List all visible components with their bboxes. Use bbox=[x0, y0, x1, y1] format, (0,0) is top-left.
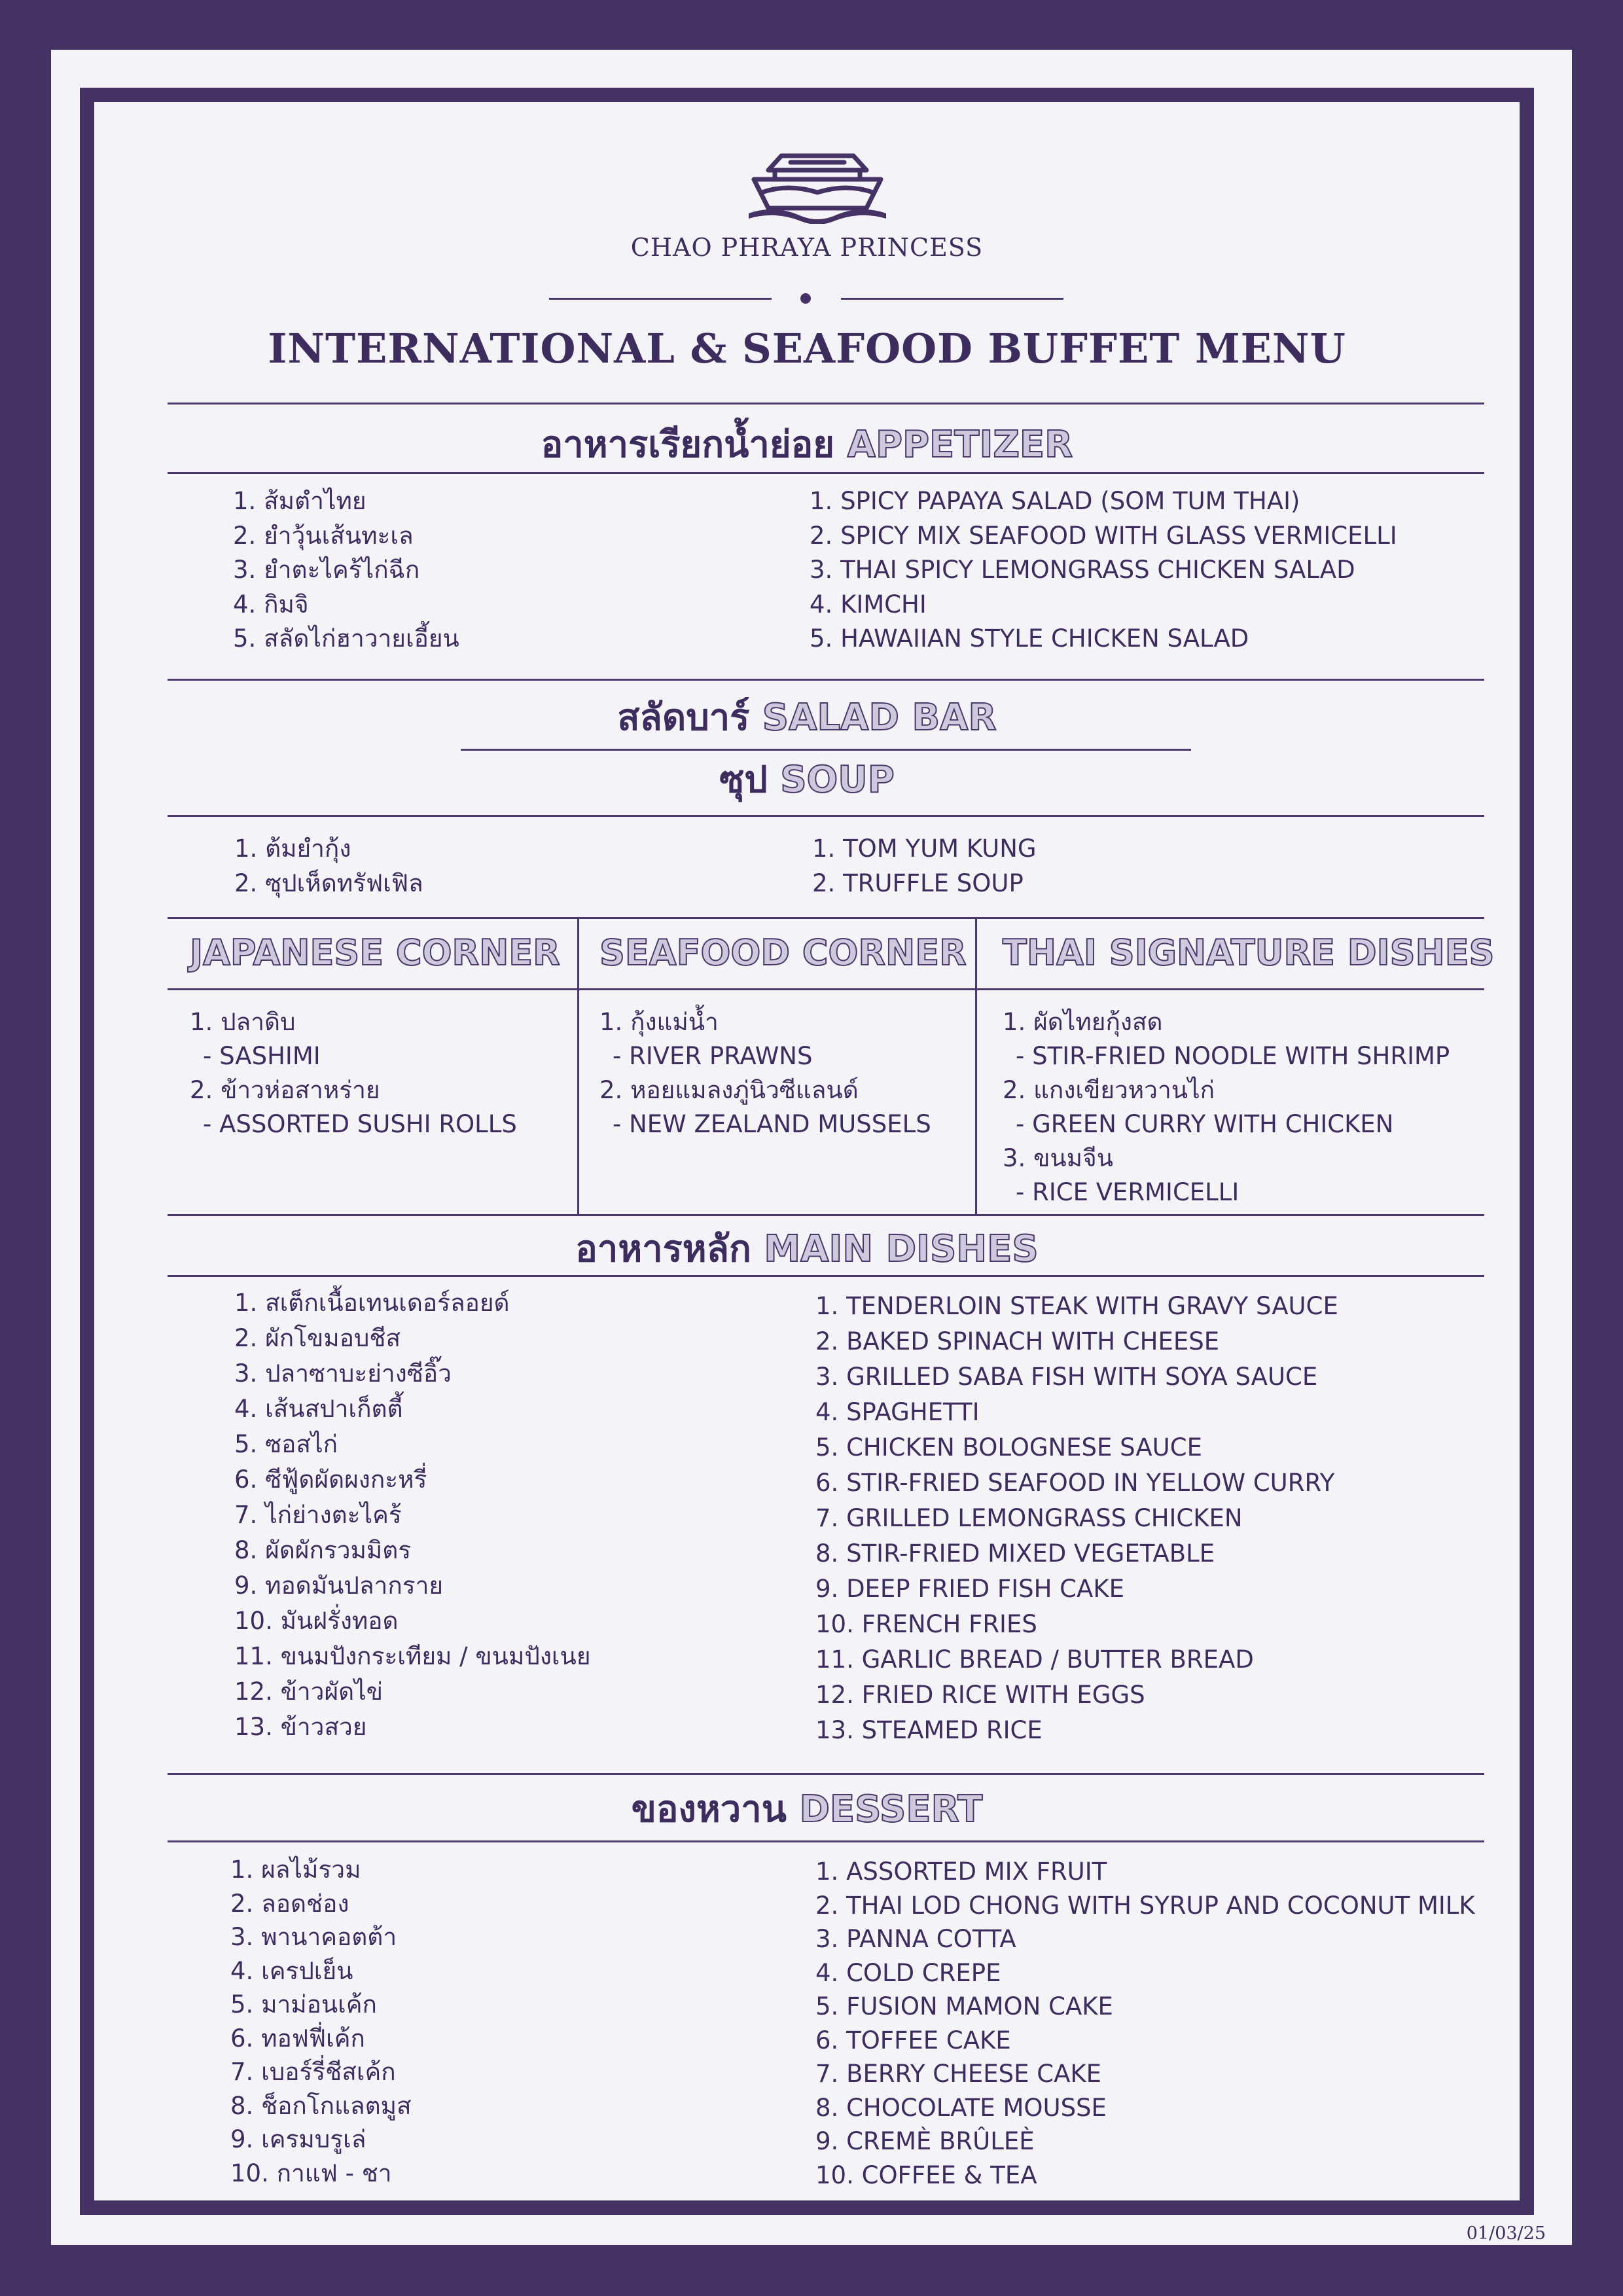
print-date: 01/03/25 bbox=[1466, 2223, 1546, 2244]
appetizer-item: 5. HAWAIIAN STYLE CHICKEN SALAD bbox=[810, 624, 1249, 653]
main-dishes-list-en bbox=[815, 1289, 1338, 1748]
dessert-item: 3. พานาคอตต้า bbox=[230, 1923, 397, 1951]
dessert-item: 10. กาแฟ - ชา bbox=[230, 2159, 392, 2187]
appetizer-item: 4. กิมจิ bbox=[233, 590, 309, 619]
japanese-corner-heading: JAPANESE CORNER bbox=[190, 932, 560, 973]
dessert-item: 2. THAI LOD CHONG WITH SYRUP AND COCONUT MILK bbox=[815, 1891, 1475, 1920]
main-dish-item: 10. FRENCH FRIES bbox=[815, 1610, 1037, 1638]
corner-item: 1. ปลาดิบ bbox=[190, 1008, 296, 1036]
appetizer-item: 3. THAI SPICY LEMONGRASS CHICKEN SALAD bbox=[810, 556, 1355, 584]
dessert-item: 8. CHOCOLATE MOUSSE bbox=[815, 2093, 1107, 2122]
corner-item: - STIR-FRIED NOODLE WITH SHRIMP bbox=[1016, 1042, 1450, 1070]
main-dish-item: 4. SPAGHETTI bbox=[815, 1398, 980, 1426]
soup-heading: ซุป SOUP bbox=[719, 759, 895, 801]
soup-item: 2. ซุปเห็ดทรัฟเฟิล bbox=[234, 869, 423, 897]
japanese-corner-list bbox=[190, 1005, 517, 1141]
appetizer-list-en bbox=[810, 484, 1397, 656]
dessert-item: 5. FUSION MAMON CAKE bbox=[815, 1992, 1113, 2020]
main-dishes-heading: อาหารหลัก MAIN DISHES bbox=[575, 1228, 1039, 1270]
page-title: INTERNATIONAL & SEAFOOD BUFFET MENU bbox=[268, 325, 1346, 372]
seafood-corner-heading: SEAFOOD CORNER bbox=[599, 932, 967, 973]
main-dish-item: 6. STIR-FRIED SEAFOOD IN YELLOW CURRY bbox=[815, 1469, 1335, 1497]
appetizer-item: 4. KIMCHI bbox=[810, 590, 927, 619]
dessert-item: 1. ผลไม้รวม bbox=[230, 1856, 361, 1884]
main-dish-item: 12. ข้าวผัดไข่ bbox=[234, 1677, 383, 1706]
main-dish-item: 2. BAKED SPINACH WITH CHEESE bbox=[815, 1327, 1220, 1355]
dessert-item: 9. CREMÈ BRÛLEÈ bbox=[815, 2127, 1035, 2155]
corner-item: - RICE VERMICELLI bbox=[1016, 1178, 1240, 1206]
main-dish-item: 1. TENDERLOIN STEAK WITH GRAVY SAUCE bbox=[815, 1292, 1338, 1320]
corner-item: - RIVER PRAWNS bbox=[613, 1042, 813, 1070]
main-dish-item: 12. FRIED RICE WITH EGGS bbox=[815, 1681, 1145, 1709]
main-dish-item: 5. ซอสไก่ bbox=[234, 1430, 338, 1458]
main-dish-item: 4. เส้นสปาเก็ตตี้ bbox=[234, 1395, 403, 1423]
main-dish-item: 1. สเต็กเนื้อเทนเดอร์ลอยด์ bbox=[234, 1289, 510, 1317]
main-dish-item: 11. ขนมปังกระเทียม / ขนมปังเนย bbox=[234, 1642, 591, 1670]
dessert-item: 7. BERRY CHEESE CAKE bbox=[815, 2060, 1102, 2088]
appetizer-item: 3. ยำตะไคร้ไก่ฉีก bbox=[233, 556, 420, 584]
salad-bar-heading: สลัดบาร์ SALAD BAR bbox=[617, 696, 997, 739]
appetizer-item: 1. SPICY PAPAYA SALAD (SOM TUM THAI) bbox=[810, 487, 1300, 515]
main-dish-item: 8. ผัดผักรวมมิตร bbox=[234, 1536, 412, 1564]
main-dish-item: 13. ข้าวสวย bbox=[234, 1713, 367, 1741]
appetizer-item: 1. ส้มตำไทย bbox=[233, 487, 366, 515]
ornament-dot bbox=[800, 293, 811, 304]
appetizer-list-th bbox=[233, 484, 459, 656]
main-dish-item: 9. ทอดมันปลากราย bbox=[234, 1571, 444, 1600]
appetizer-heading: อาหารเรียกน้ำย่อย APPETIZER bbox=[541, 423, 1073, 466]
thai-signature-heading: THAI SIGNATURE DISHES bbox=[1003, 932, 1495, 973]
main-dish-item: 6. ซีฟู้ดผัดผงกะหรี่ bbox=[234, 1465, 427, 1494]
appetizer-item: 2. SPICY MIX SEAFOOD WITH GLASS VERMICELLI bbox=[810, 521, 1397, 550]
dessert-item: 9. เครมบรูเล่ bbox=[230, 2125, 366, 2153]
main-dish-item: 7. ไก่ย่างตะไคร้ bbox=[234, 1501, 402, 1529]
corner-item: 3. ขนมจีน bbox=[1003, 1144, 1114, 1172]
soup-item: 1. ต้มยำกุ้ง bbox=[234, 834, 351, 863]
main-dish-item: 8. STIR-FRIED MIXED VEGETABLE bbox=[815, 1539, 1215, 1568]
dessert-item: 6. ทอฟฟี่เค้ก bbox=[230, 2024, 365, 2053]
soup-item: 1. TOM YUM KUNG bbox=[812, 834, 1037, 863]
soup-item: 2. TRUFFLE SOUP bbox=[812, 869, 1024, 897]
dessert-item: 4. COLD CREPE bbox=[815, 1958, 1001, 1987]
corner-item: - ASSORTED SUSHI ROLLS bbox=[203, 1110, 517, 1138]
corner-item: - NEW ZEALAND MUSSELS bbox=[613, 1110, 931, 1138]
dessert-item: 4. เครปเย็น bbox=[230, 1956, 353, 1985]
dessert-list-en bbox=[815, 1855, 1475, 2192]
menu-frame bbox=[80, 88, 1534, 2215]
main-dish-item: 2. ผักโขมอบชีส bbox=[234, 1324, 401, 1352]
corner-item: - GREEN CURRY WITH CHICKEN bbox=[1016, 1110, 1394, 1138]
menu-sheet bbox=[51, 50, 1572, 2245]
main-dish-item: 3. GRILLED SABA FISH WITH SOYA SAUCE bbox=[815, 1363, 1318, 1391]
main-dish-item: 7. GRILLED LEMONGRASS CHICKEN bbox=[815, 1504, 1243, 1532]
corner-item: - SASHIMI bbox=[203, 1042, 321, 1070]
main-dishes-list-th bbox=[234, 1285, 591, 1745]
appetizer-item: 2. ยำวุ้นเส้นทะเล bbox=[233, 521, 414, 550]
boat-logo-icon bbox=[736, 143, 899, 224]
main-dish-item: 13. STEAMED RICE bbox=[815, 1716, 1043, 1744]
dessert-item: 3. PANNA COTTA bbox=[815, 1925, 1016, 1953]
dessert-item: 6. TOFFEE CAKE bbox=[815, 2026, 1011, 2054]
main-dish-item: 5. CHICKEN BOLOGNESE SAUCE bbox=[815, 1433, 1202, 1462]
dessert-item: 2. ลอดช่อง bbox=[230, 1889, 349, 1918]
main-dish-item: 9. DEEP FRIED FISH CAKE bbox=[815, 1575, 1124, 1603]
dessert-heading: ของหวาน DESSERT bbox=[631, 1788, 983, 1831]
corner-item: 1. กุ้งแม่น้ำ bbox=[599, 1008, 719, 1036]
main-dish-item: 10. มันฝรั่งทอด bbox=[234, 1607, 399, 1635]
dessert-item: 1. ASSORTED MIX FRUIT bbox=[815, 1857, 1107, 1886]
brand-name: CHAO PHRAYA PRINCESS bbox=[630, 233, 984, 262]
soup-list-th bbox=[234, 832, 423, 901]
corner-item: 2. หอยแมลงภู่นิวซีแลนด์ bbox=[599, 1076, 859, 1104]
dessert-item: 10. COFFEE & TEA bbox=[815, 2161, 1037, 2189]
dessert-list-th bbox=[230, 1853, 412, 2190]
dessert-item: 7. เบอร์รี่ชีสเค้ก bbox=[230, 2058, 396, 2086]
corner-item: 1. ผัดไทยกุ้งสด bbox=[1003, 1008, 1163, 1036]
appetizer-item: 5. สลัดไก่ฮาวายเอี้ยน bbox=[233, 624, 459, 653]
soup-list-en bbox=[812, 832, 1037, 901]
main-dish-item: 3. ปลาซาบะย่างซีอิ๊ว bbox=[234, 1359, 452, 1388]
seafood-corner-list bbox=[599, 1005, 931, 1141]
dessert-item: 5. มาม่อนเค้ก bbox=[230, 1990, 377, 2018]
corner-item: 2. แกงเขียวหวานไก่ bbox=[1003, 1076, 1215, 1104]
main-dish-item: 11. GARLIC BREAD / BUTTER BREAD bbox=[815, 1645, 1254, 1674]
dessert-item: 8. ช็อกโกแลตมูส bbox=[230, 2091, 412, 2120]
thai-signature-list bbox=[1003, 1005, 1450, 1210]
corner-item: 2. ข้าวห่อสาหร่าย bbox=[190, 1076, 380, 1104]
